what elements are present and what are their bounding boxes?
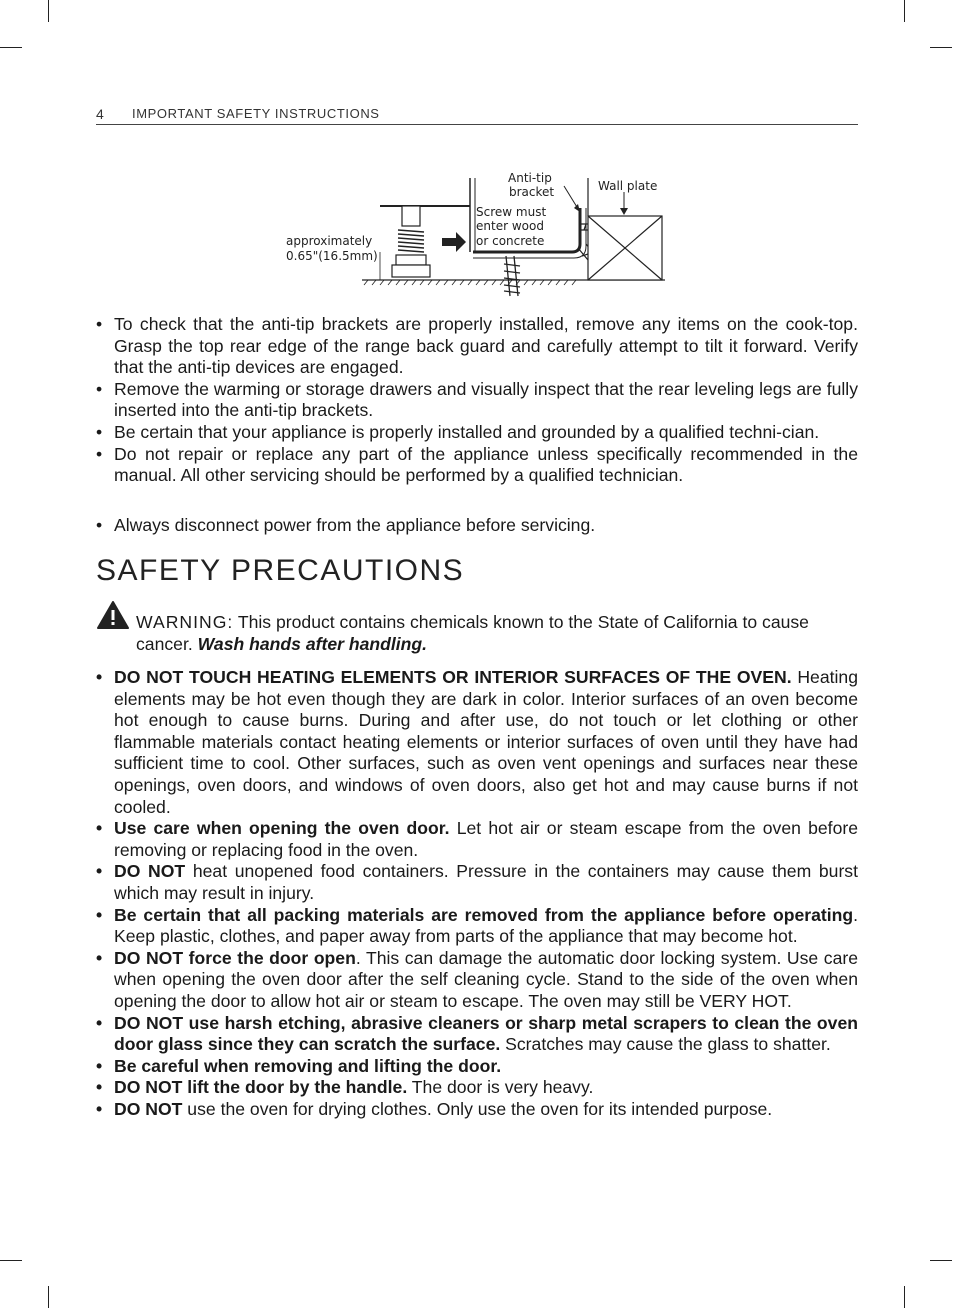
list-item: • To check that the anti-tip brackets are properly installed, remove any items on the cook-top. Grasp the top rear edge of the range back guard and carefully attempt to tilt it forward. Verify that the anti-tip devices are engaged. — [96, 314, 858, 378]
label-screw-1: Screw must — [476, 205, 547, 219]
list-item: • DO NOT lift the door by the handle. The door is very heavy. — [96, 1077, 594, 1098]
page-header — [96, 104, 858, 125]
crop-mark — [904, 1286, 905, 1308]
crop-mark — [0, 1260, 22, 1261]
label-screw-3: or concrete — [476, 234, 545, 248]
list-item: • Be certain that your appliance is properly installed and grounded by a qualified techni-cian. — [96, 421, 820, 442]
list-item: • DO NOT use harsh etching, abrasive cleaners or sharp metal scrapers to clean the oven door glass since they can scratch the surface. Scratches may cause the glass to shatter. — [96, 1012, 858, 1055]
install-checklist — [96, 314, 858, 487]
crop-mark — [48, 1286, 49, 1308]
list-item: • Always disconnect power from the appliance before servicing. — [96, 515, 596, 535]
label-anti-tip: Anti-tip — [508, 171, 552, 185]
crop-mark — [0, 47, 22, 48]
anti-tip-diagram — [280, 168, 670, 298]
list-item: • Be certain that all packing materials are removed from the appliance before operating. Keep plastic, clothes, and paper away from parts of the appliance that may become hot. — [96, 904, 858, 947]
label-wall-plate: Wall plate — [598, 179, 658, 193]
warning-label: WARNING: — [136, 612, 234, 632]
section-title: SAFETY PRECAUTIONS — [96, 554, 465, 587]
page-number: 4 — [96, 106, 105, 122]
install-checklist-last — [96, 515, 858, 537]
crop-mark — [48, 0, 49, 22]
list-item: • DO NOT force the door open. This can damage the automatic door locking system. Use care when opening the oven door after the self cleaning cycle. Stand to the side of the oven when opening the door to allow hot air or steam to escape. The oven may still be VERY HOT. — [96, 947, 858, 1011]
precautions-list — [96, 667, 858, 1120]
label-screw-2: enter wood — [476, 219, 544, 233]
list-item: • DO NOT TOUCH HEATING ELEMENTS OR INTERIOR SURFACES OF THE OVEN. Heating elements may be hot even though they are dark in color. Interior surfaces of an oven become hot enough to cause burns. During and after use, do not touch or let clothing or other flammable materials contact heating elements or interior surfaces of oven until they have had sufficient time to cool. Other surfaces, such as oven vent openings and surfaces near these openings, oven doors, and windows of oven doors, also get hot and may cause burns if not cooled. — [96, 667, 858, 817]
header-title: IMPORTANT SAFETY INSTRUCTIONS — [132, 106, 380, 121]
list-item: • DO NOT use the oven for drying clothes. Only use the oven for its intended purpose. — [96, 1098, 773, 1119]
warning-text: WARNING: This product contains chemicals known to the State of California to cause cancer. Wash hands after handling. — [136, 612, 809, 654]
warning-emphasis: Wash hands after handling. — [197, 633, 428, 654]
crop-mark — [930, 47, 952, 48]
list-item: • Remove the warming or storage drawers and visually inspect that the rear leveling legs are fully inserted into the anti-tip brackets. — [96, 378, 858, 421]
warning-triangle-icon — [96, 600, 130, 630]
crop-mark — [930, 1260, 952, 1261]
list-item: • Use care when opening the oven door. Let hot air or steam escape from the oven before removing or replacing food in the oven. — [96, 818, 858, 860]
crop-mark — [904, 0, 905, 22]
label-bracket: bracket — [509, 185, 555, 199]
list-item: • DO NOT heat unopened food containers. Pressure in the containers may cause them burst which may result in injury. — [96, 861, 858, 903]
list-item: • Be careful when removing and lifting the door. — [96, 1055, 502, 1076]
label-approx-1: approximately — [286, 234, 373, 248]
label-approx-2: 0.65"(16.5mm) — [286, 249, 378, 263]
list-item: • Do not repair or replace any part of the appliance unless specifically recommended in the manual. All other servicing should be performed by a qualified technician. — [96, 443, 858, 486]
